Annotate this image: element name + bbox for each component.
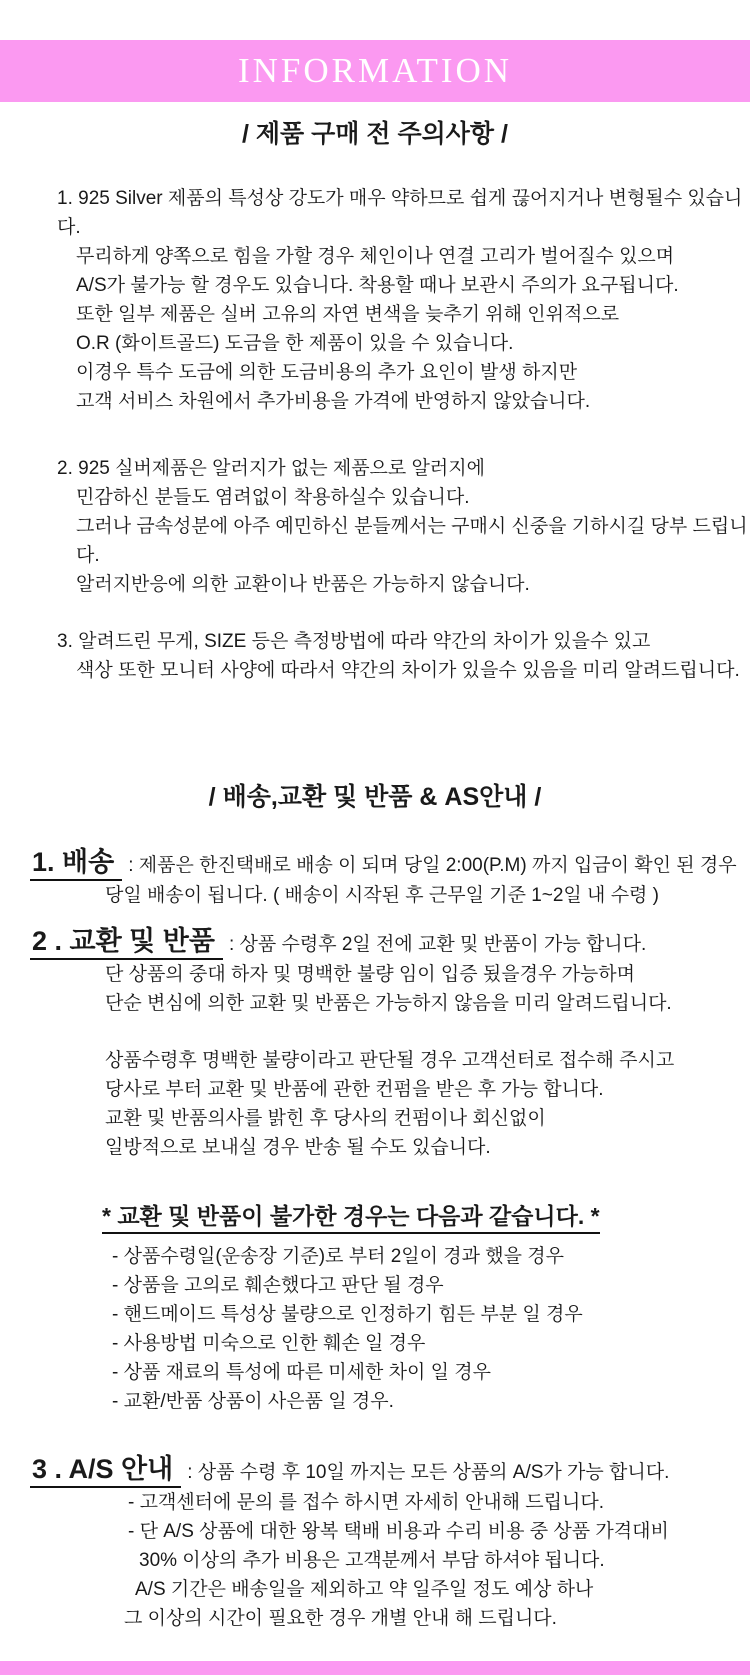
notice-line: 알러지반응에 의한 교환이나 반품은 가능하지 않습니다. [76, 574, 530, 595]
not-allowed-item: - 사용방법 미숙으로 인한 훼손 일 경우 [112, 1333, 426, 1354]
exchange-return-block [0, 926, 750, 1162]
not-allowed-heading: * 교환 및 반품이 불가한 경우는 다음과 같습니다. * [102, 1202, 600, 1234]
shipping-lead: : 제품은 한진택배로 배송 이 되며 당일 2:00(P.M) 까지 입금이 확인 된 경우 [128, 855, 737, 876]
notice-line: O.R (화이트골드) 도금을 한 제품이 있을 수 있습니다. [76, 333, 514, 354]
exchange-lead: : 상품 수령후 2일 전에 교환 및 반품이 가능 합니다. [228, 934, 647, 955]
as-heading: 3 . A/S 안내 [30, 1454, 181, 1488]
exchange-line: 일방적으로 보내실 경우 반송 될 수도 있습니다. [105, 1137, 491, 1158]
not-allowed-item: - 핸드메이드 특성상 불량으로 인정하기 힘든 부분 일 경우 [112, 1304, 583, 1325]
not-allowed-item: - 상품을 고의로 훼손했다고 판단 될 경우 [112, 1275, 444, 1296]
notice-item-1 [57, 184, 750, 416]
notice-line: 이경우 특수 도금에 의한 도금비용의 추가 요인이 발생 하지만 [76, 362, 578, 383]
purchase-notice-title: / 제품 구매 전 주의사항 / [242, 120, 508, 148]
banner-title: INFORMATION [237, 51, 513, 90]
as-line: - 고객센터에 문의 를 접수 하시면 자세히 안내해 드립니다. [128, 1492, 604, 1513]
purchase-notice-list [0, 184, 750, 685]
not-allowed-item: - 상품수령일(운송장 기준)로 부터 2일이 경과 했을 경우 [112, 1246, 564, 1267]
footer-pink-bar [0, 1661, 750, 1675]
notice-line: 또한 일부 제품은 실버 고유의 자연 변색을 늦추기 위해 인위적으로 [76, 304, 620, 325]
notice-line: 색상 또한 모니터 사양에 따라서 약간의 차이가 있을수 있음을 미리 알려드립니다. [76, 660, 740, 681]
as-line: 30% 이상의 추가 비용은 고객분께서 부담 하셔야 됩니다. [139, 1550, 605, 1571]
notice-line: 무리하게 양쪽으로 힘을 가할 경우 체인이나 연결 고리가 벌어질수 있으며 [76, 246, 675, 267]
shipping-block [0, 847, 750, 910]
as-lead: : 상품 수령 후 10일 까지는 모든 상품의 A/S가 가능 합니다. [187, 1462, 670, 1483]
delivery-section-title: / 배송,교환 및 반품 & AS안내 / [208, 783, 542, 811]
notice-item-3 [57, 627, 750, 685]
as-line: A/S 기간은 배송일을 제외하고 약 일주일 정도 예상 하나 [135, 1579, 594, 1600]
exchange-line: 당사로 부터 교환 및 반품에 관한 컨펌을 받은 후 가능 합니다. [105, 1079, 604, 1100]
notice-line: 1. 925 Silver 제품의 특성상 강도가 매우 약하므로 쉽게 끊어지거나 변형될수 있습니다. [57, 188, 743, 238]
exchange-line: 단순 변심에 의한 교환 및 반품은 가능하지 않음을 미리 알려드립니다. [105, 993, 672, 1014]
notice-line: A/S가 불가능 할 경우도 있습니다. 착용할 때나 보관시 주의가 요구됩니다. [76, 275, 679, 296]
not-allowed-block [0, 1202, 750, 1416]
exchange-line: 단 상품의 중대 하자 및 명백한 불량 임이 입증 됬을경우 가능하며 [105, 964, 635, 985]
notice-line: 고객 서비스 차원에서 추가비용을 가격에 반영하지 않았습니다. [76, 391, 591, 412]
as-info-block [0, 1454, 750, 1633]
notice-line: 그러나 금속성분에 아주 예민하신 분들께서는 구매시 신중을 기하시길 당부 드립니다. [76, 516, 748, 566]
notice-line: 3. 알려드린 무게, SIZE 등은 측정방법에 따라 약간의 차이가 있을수 있고 [57, 631, 651, 652]
shipping-line: 당일 배송이 됩니다. ( 배송이 시작된 후 근무일 기준 1~2일 내 수령 ) [105, 885, 660, 906]
notice-line: 2. 925 실버제품은 알러지가 없는 제품으로 알러지에 [57, 458, 485, 479]
information-banner [0, 40, 750, 102]
not-allowed-item: - 교환/반품 상품이 사은품 일 경우. [112, 1391, 394, 1412]
not-allowed-list [102, 1242, 750, 1416]
exchange-line: 교환 및 반품의사를 밝힌 후 당사의 컨펌이나 회신없이 [105, 1108, 546, 1129]
as-line: 그 이상의 시간이 필요한 경우 개별 안내 해 드립니다. [124, 1608, 557, 1629]
not-allowed-item: - 상품 재료의 특성에 따른 미세한 차이 일 경우 [112, 1362, 491, 1383]
shipping-heading: 1. 배송 [30, 847, 122, 881]
exchange-line: 상품수령후 명백한 불량이라고 판단될 경우 고객선터로 접수해 주시고 [105, 1050, 675, 1071]
exchange-heading: 2 . 교환 및 반품 [30, 926, 223, 960]
notice-line: 민감하신 분들도 염려없이 착용하실수 있습니다. [76, 487, 470, 508]
notice-item-2 [57, 454, 750, 599]
as-line: - 단 A/S 상품에 대한 왕복 택배 비용과 수리 비용 중 상품 가격대비 [128, 1521, 669, 1542]
